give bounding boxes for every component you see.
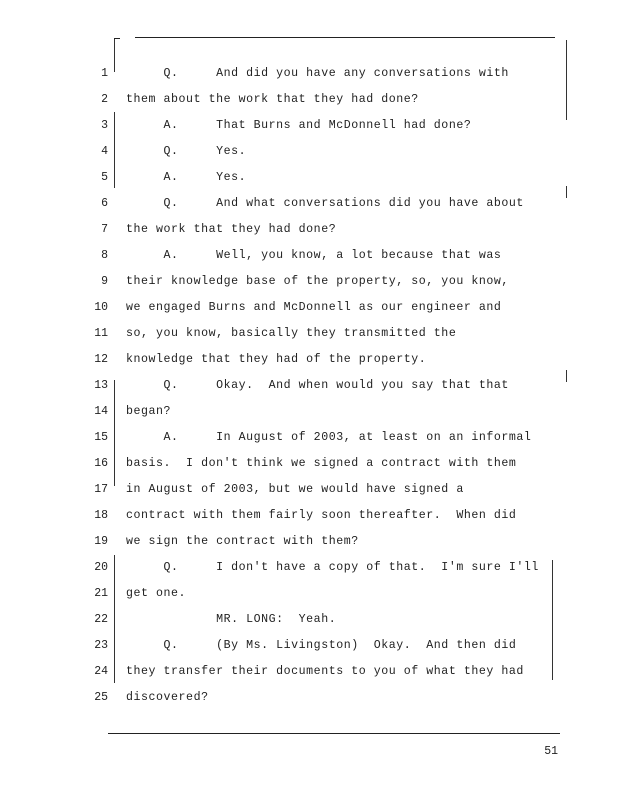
line-text: A. In August of 2003, at least on an informal: [126, 431, 532, 444]
top-left-corner-tick: [114, 38, 120, 39]
transcript-line: [0, 217, 618, 243]
transcript-line: [0, 633, 618, 659]
transcript-line: [0, 425, 618, 451]
transcript-line: [0, 529, 618, 555]
line-number: 2: [101, 93, 108, 106]
line-number: 18: [94, 509, 108, 522]
line-text: Q. (By Ms. Livingston) Okay. And then did: [126, 639, 517, 652]
top-border-line: [135, 37, 555, 38]
line-text: we engaged Burns and McDonnell as our engineer and: [126, 301, 502, 314]
line-number: 24: [94, 665, 108, 678]
line-number: 25: [94, 691, 108, 704]
line-text: A. Yes.: [126, 171, 247, 184]
line-text: get one.: [126, 587, 187, 600]
line-number: 1: [101, 67, 108, 80]
transcript-line: [0, 685, 618, 711]
transcript-line: [0, 243, 618, 269]
line-number: 21: [94, 587, 108, 600]
line-text: Q. I don't have a copy of that. I'm sure I'll: [126, 561, 539, 574]
line-number: 14: [94, 405, 108, 418]
transcript-line: [0, 87, 618, 113]
line-text: Q. Okay. And when would you say that that: [126, 379, 509, 392]
transcript-line: [0, 607, 618, 633]
line-text: began?: [126, 405, 172, 418]
line-text: discovered?: [126, 691, 209, 704]
line-number: 23: [94, 639, 108, 652]
bottom-border-line: [108, 733, 560, 734]
line-text: A. Well, you know, a lot because that was: [126, 249, 502, 262]
line-text: A. That Burns and McDonnell had done?: [126, 119, 472, 132]
line-number: 6: [101, 197, 108, 210]
transcript-line: [0, 191, 618, 217]
line-number: 15: [94, 431, 108, 444]
line-number: 10: [94, 301, 108, 314]
line-text: their knowledge base of the property, so, you know,: [126, 275, 509, 288]
line-number: 22: [94, 613, 108, 626]
line-number: 3: [101, 119, 108, 132]
line-text: basis. I don't think we signed a contract with them: [126, 457, 517, 470]
line-text: so, you know, basically they transmitted the: [126, 327, 457, 340]
line-text: the work that they had done?: [126, 223, 337, 236]
transcript-line: [0, 113, 618, 139]
line-text: Q. Yes.: [126, 145, 247, 158]
transcript-line: [0, 581, 618, 607]
line-text: them about the work that they had done?: [126, 93, 419, 106]
line-number: 16: [94, 457, 108, 470]
line-number: 11: [94, 327, 108, 340]
line-text: Q. And what conversations did you have about: [126, 197, 524, 210]
transcript-line: [0, 61, 618, 87]
line-number: 5: [101, 171, 108, 184]
line-number: 12: [94, 353, 108, 366]
transcript-line: [0, 139, 618, 165]
line-number: 20: [94, 561, 108, 574]
line-number: 19: [94, 535, 108, 548]
transcript-line: [0, 165, 618, 191]
line-number: 13: [94, 379, 108, 392]
page-number: 51: [544, 745, 558, 758]
transcript-line: [0, 373, 618, 399]
line-text: MR. LONG: Yeah.: [126, 613, 337, 626]
line-text: Q. And did you have any conversations with: [126, 67, 509, 80]
transcript-line: [0, 399, 618, 425]
transcript-line: [0, 659, 618, 685]
transcript-line: [0, 451, 618, 477]
transcript-line: [0, 269, 618, 295]
line-number: 8: [101, 249, 108, 262]
transcript-line: [0, 347, 618, 373]
line-text: knowledge that they had of the property.: [126, 353, 427, 366]
line-text: they transfer their documents to you of what they had: [126, 665, 524, 678]
line-number: 9: [101, 275, 108, 288]
line-text: we sign the contract with them?: [126, 535, 359, 548]
transcript-line: [0, 477, 618, 503]
transcript-line: [0, 503, 618, 529]
line-number: 17: [94, 483, 108, 496]
line-text: in August of 2003, but we would have signed a: [126, 483, 464, 496]
line-number: 4: [101, 145, 108, 158]
transcript-line: [0, 555, 618, 581]
transcript-line: [0, 321, 618, 347]
line-text: contract with them fairly soon thereafter. When did: [126, 509, 517, 522]
transcript-line: [0, 295, 618, 321]
line-number: 7: [101, 223, 108, 236]
